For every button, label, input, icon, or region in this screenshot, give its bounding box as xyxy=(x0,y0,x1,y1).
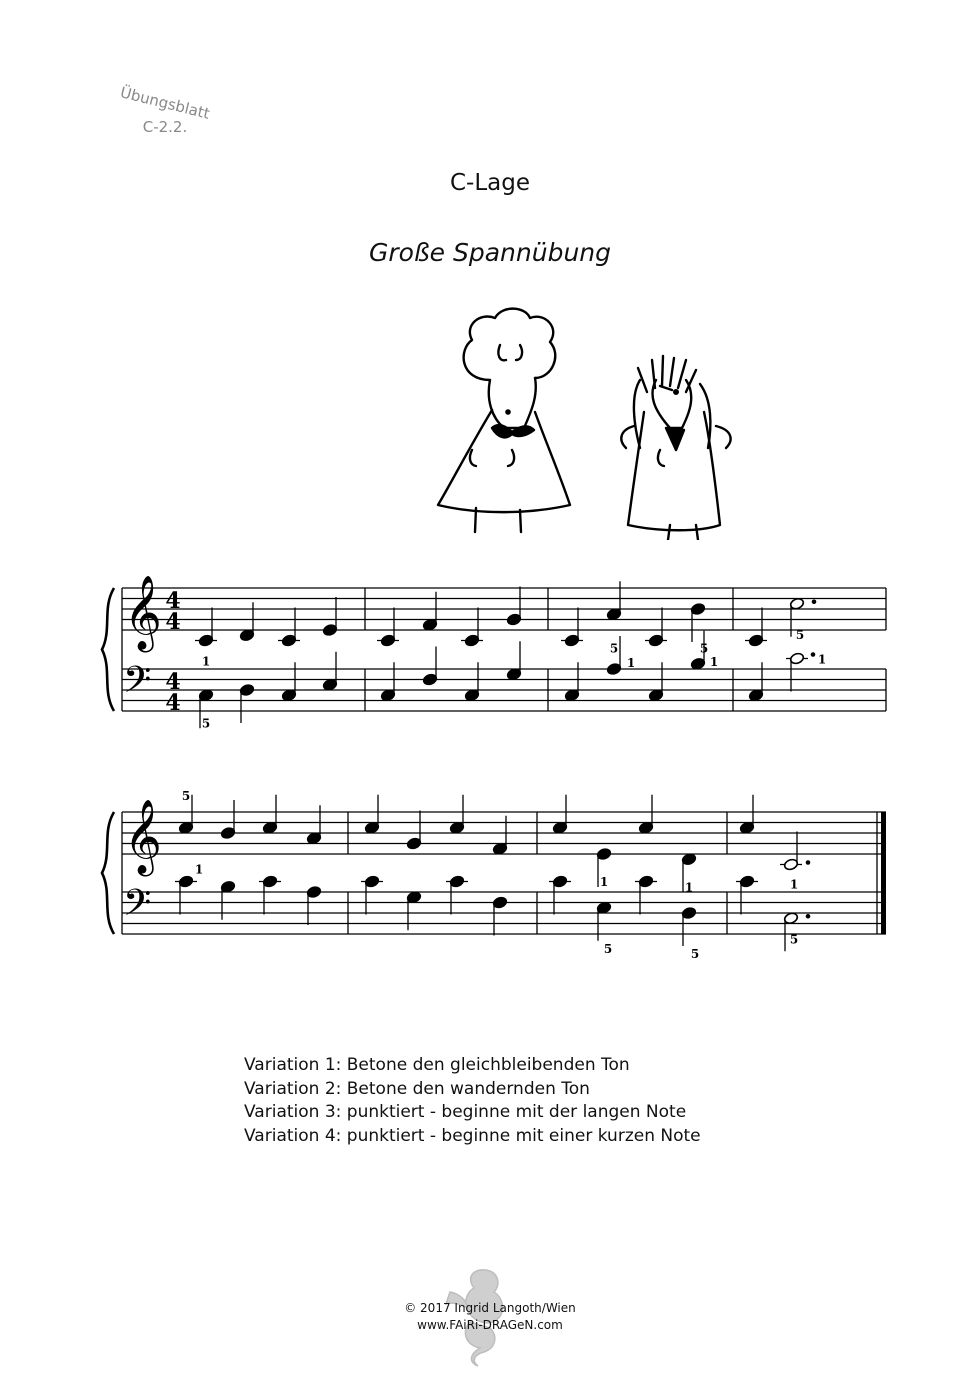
note-head xyxy=(681,906,696,919)
note-head xyxy=(638,875,653,888)
grand-staff-brace xyxy=(102,812,114,934)
note-head xyxy=(464,634,479,647)
page-title: C-Lage xyxy=(449,170,531,196)
grand-staff-brace xyxy=(102,588,114,711)
note-head xyxy=(406,891,421,904)
fingering-number: 5 xyxy=(795,627,805,642)
fingering-number: 5 xyxy=(609,641,619,656)
note-head xyxy=(364,821,379,834)
note-head xyxy=(306,885,321,898)
note-head xyxy=(364,875,379,888)
augmentation-dot xyxy=(811,652,816,657)
note-head xyxy=(464,689,479,702)
note-head xyxy=(748,689,763,702)
variation-2: Variation 2: Betone den wandernden Ton xyxy=(244,1078,590,1099)
note-head xyxy=(552,821,567,834)
note-head xyxy=(178,821,193,834)
time-signature-numerator: 4 xyxy=(165,669,181,695)
note-head xyxy=(239,629,254,642)
note-head xyxy=(380,634,395,647)
treble-clef: 𝄞 xyxy=(124,576,162,650)
note-head xyxy=(492,842,507,855)
note-head xyxy=(262,821,277,834)
time-signature-denominator: 4 xyxy=(165,609,181,635)
note-head xyxy=(648,689,663,702)
note-head xyxy=(681,853,696,866)
note-head xyxy=(552,875,567,888)
augmentation-dot xyxy=(806,860,811,865)
note-head xyxy=(596,901,611,914)
fingering-number: 1 xyxy=(817,652,827,667)
note-head xyxy=(306,832,321,845)
note-head xyxy=(748,634,763,647)
final-bar-thick xyxy=(881,812,886,934)
note-head xyxy=(492,896,507,909)
note-head xyxy=(239,683,254,696)
fingering-number: 1 xyxy=(599,875,609,889)
fingering-number: 1 xyxy=(194,862,204,877)
variation-4: Variation 4: punktiert - beginne mit einer kurzen Note xyxy=(244,1125,701,1146)
note-head xyxy=(262,875,277,888)
bass-clef: 𝄢 xyxy=(123,659,152,710)
two-figures-illustration xyxy=(420,300,760,540)
note-head xyxy=(380,689,395,702)
note-head xyxy=(506,668,521,681)
note-head xyxy=(739,875,754,888)
fingering-number: 1 xyxy=(626,656,636,670)
note-head xyxy=(422,673,437,686)
note-head xyxy=(783,912,798,925)
note-head xyxy=(739,821,754,834)
note-head xyxy=(606,662,621,675)
note-head xyxy=(606,608,621,621)
note-head xyxy=(690,602,705,615)
note-head xyxy=(281,689,296,702)
note-head xyxy=(281,634,296,647)
note-head xyxy=(406,837,421,850)
page-subtitle: Große Spannübung xyxy=(368,238,612,267)
note-head xyxy=(198,634,213,647)
note-head xyxy=(783,858,798,871)
variation-3: Variation 3: punktiert - beginne mit der langen Note xyxy=(244,1102,687,1122)
fingering-number: 5 xyxy=(603,941,613,956)
note-head xyxy=(198,689,213,702)
fingering-number: 1 xyxy=(709,654,719,669)
note-head xyxy=(322,678,337,691)
fingering-number: 5 xyxy=(690,947,700,961)
note-head xyxy=(322,623,337,636)
note-head xyxy=(449,821,464,834)
time-signature-denominator: 4 xyxy=(165,690,181,716)
worksheet-label xyxy=(100,83,230,148)
augmentation-dot xyxy=(806,914,811,919)
augmentation-dot xyxy=(812,599,817,604)
note-head xyxy=(690,657,705,670)
note-head xyxy=(506,613,521,626)
note-head xyxy=(178,875,193,888)
worksheet-number: C-2.2. xyxy=(142,118,188,136)
variations-list xyxy=(244,1054,864,1148)
note-head xyxy=(789,652,804,665)
bass-clef: 𝄢 xyxy=(123,882,152,933)
variation-1: Variation 1: Betone den gleichbleibenden Ton xyxy=(244,1055,630,1075)
fingering-number: 5 xyxy=(789,932,799,947)
fingering-number: 5 xyxy=(201,716,211,731)
note-head xyxy=(422,618,437,631)
note-head xyxy=(564,689,579,702)
fingering-number: 1 xyxy=(201,654,211,669)
website-text: www.FAiRi-DRAGeN.com xyxy=(417,1318,563,1332)
note-head xyxy=(449,875,464,888)
note-head xyxy=(220,880,235,893)
fingering-number: 1 xyxy=(789,877,799,892)
footer xyxy=(340,1300,640,1334)
note-head xyxy=(638,821,653,834)
copyright-text: © 2017 Ingrid Langoth/Wien xyxy=(404,1301,576,1315)
worksheet-label-text: Übungsblatt xyxy=(118,83,212,123)
note-head xyxy=(564,634,579,647)
note-head xyxy=(596,847,611,860)
time-signature-numerator: 4 xyxy=(165,588,181,614)
fingering-number: 5 xyxy=(181,788,191,803)
treble-clef: 𝄞 xyxy=(124,800,162,874)
note-head xyxy=(648,634,663,647)
fingering-number: 5 xyxy=(699,641,709,656)
note-head xyxy=(789,597,804,610)
fingering-number: 1 xyxy=(684,880,694,895)
note-head xyxy=(220,826,235,839)
